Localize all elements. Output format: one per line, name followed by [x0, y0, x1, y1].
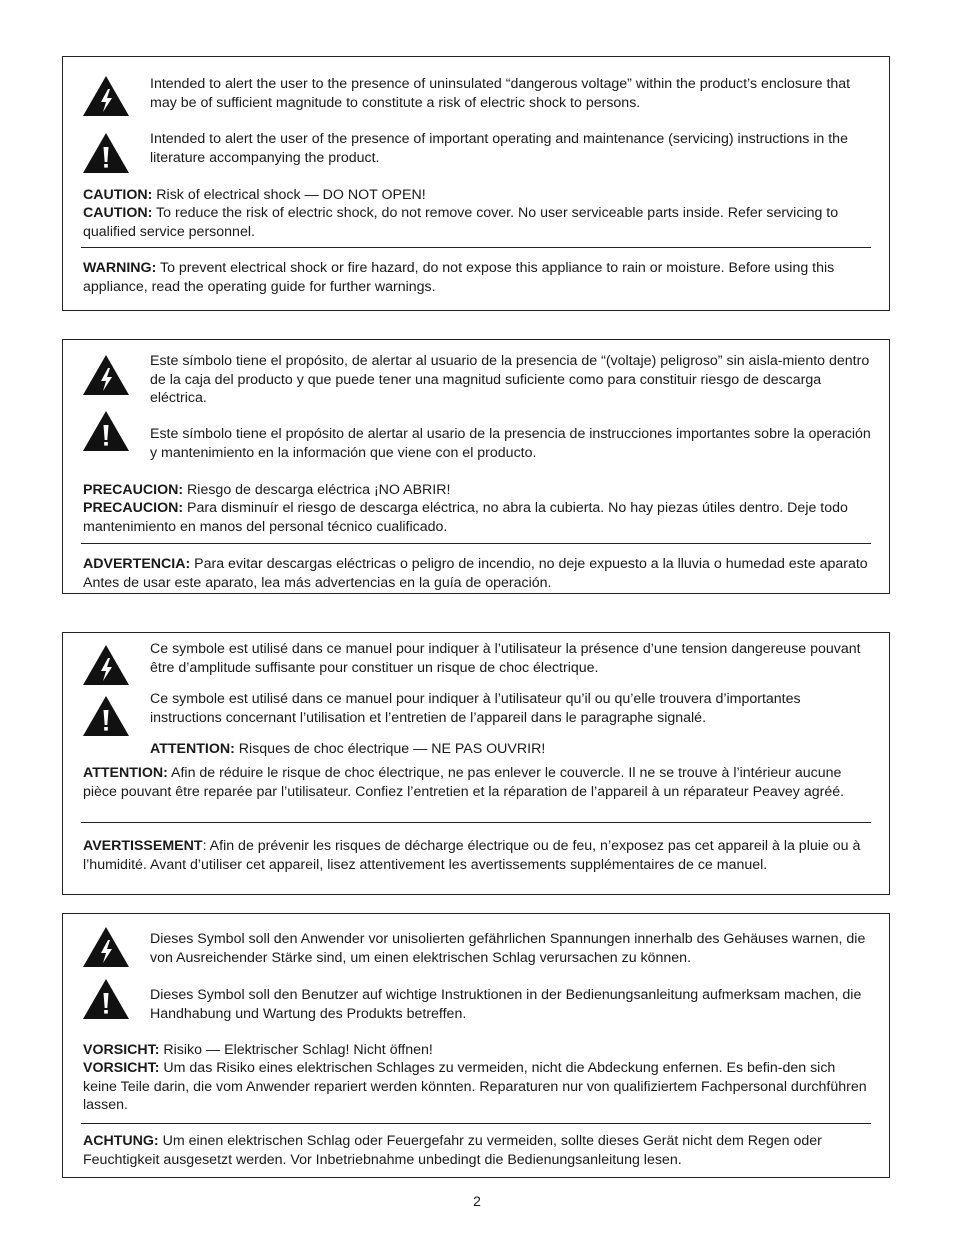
attention-symbol-text: Ce symbole est utilisé dans ce manuel pour indiquer à l’utilisateur qu’il ou qu’elle trouvera d’importantes instructions concernant l’utilisation et l’entretien de l’appareil dans le paragraphe signalé. — [150, 691, 801, 726]
caution-line-1 — [83, 186, 871, 205]
caution-line-2 — [83, 1059, 871, 1115]
safety-box-german — [62, 913, 890, 1178]
safety-box-french — [62, 632, 890, 895]
caution-line-1 — [150, 740, 871, 759]
voltage-symbol-text: Ce symbole est utilisé dans ce manuel pour indiquer à l’utilisateur la présence d’une tension dangereuse pouvant être d’amplitude suffisante pour constituer un risque de choc électrique. — [150, 641, 861, 676]
safety-box-english — [62, 56, 890, 311]
caution-label: ATTENTION: — [83, 765, 168, 781]
exclamation-triangle-icon — [82, 132, 130, 174]
divider — [81, 1123, 871, 1124]
warning-text: To prevent electrical shock or fire hazard, do not expose this appliance to rain or moisture. Before using this appliance, read the operating guide for further warnings. — [83, 260, 835, 295]
caution-text: Afin de réduire le risque de choc électrique, ne pas enlever le couvercle. Il ne se trouve à l’intérieur aucune pièce pouvant être reparée par l’utilisateur. Confiez l’entretien et la réparation de l’appareil à un réparateur Peavey agréé. — [83, 765, 845, 800]
caution-label: PRECAUCION: — [83, 500, 184, 516]
warning-paragraph — [83, 1132, 871, 1169]
lightning-bolt-triangle-icon — [82, 926, 130, 968]
caution-label: CAUTION: — [83, 205, 153, 221]
caution-text: Para disminuír el riesgo de descarga eléctrica, no abra la cubierta. No hay piezas útiles dentro. Deje todo mantenimiento en manos del personal técnico cualificado. — [83, 500, 848, 535]
divider — [81, 822, 871, 823]
caution-line-2 — [83, 499, 871, 536]
attention-symbol-text: Intended to alert the user of the presence of important operating and maintenance (servicing) instructions in the literature accompanying the product. — [150, 131, 848, 166]
caution-label: VORSICHT: — [83, 1042, 160, 1058]
warning-label: AVERTISSEMENT — [83, 838, 203, 854]
divider — [81, 543, 871, 544]
caution-label: CAUTION: — [83, 187, 153, 203]
warning-paragraph — [83, 837, 871, 874]
caution-text: Risques de choc électrique — NE PAS OUVRIR! — [234, 741, 546, 757]
caution-text: Um das Risiko eines elektrischen Schlages zu vermeiden, nicht die Abdeckung enfernen. Es befin-den sich keine Teile darin, die vom Anwender repariert werden könnten. Reparaturen nur von qualifiziertem Fachpersonal durchführen lassen. — [83, 1060, 867, 1114]
warning-paragraph — [83, 555, 871, 592]
caution-line-2 — [83, 764, 871, 801]
exclamation-triangle-icon — [82, 410, 130, 452]
warning-label: ADVERTENCIA: — [83, 556, 191, 572]
caution-line-2 — [83, 204, 871, 241]
caution-text: To reduce the risk of electric shock, do not remove cover. No user serviceable parts inside. Refer servicing to qualified service personnel. — [83, 205, 839, 240]
exclamation-triangle-icon — [82, 695, 130, 737]
voltage-symbol-text: Intended to alert the user to the presence of uninsulated “dangerous voltage” within the product’s enclosure that may be of sufficient magnitude to constitute a risk of electric shock to persons. — [150, 76, 851, 111]
voltage-symbol-text: Dieses Symbol soll den Anwender vor unisolierten gefährlichen Spannungen innerhalb des Gehäuses warnen, die von Ausreichender Stärke sind, um einen elektrischen Schlag verursachen zu können. — [150, 931, 866, 966]
warning-text: : Afin de prévenir les risques de décharge électrique ou de feu, n’exposez pas cet appareil à la pluie ou à l’humidité. Avant d’utiliser cet appareil, lisez attentivement les avertissements supplémentaires de ce manuel. — [83, 838, 861, 873]
caution-line-1 — [83, 1041, 871, 1060]
warning-label: ACHTUNG: — [83, 1133, 159, 1149]
caution-text: Riesgo de descarga eléctrica ¡NO ABRIR! — [183, 482, 451, 498]
attention-symbol-text: Este símbolo tiene el propósito de alertar al usario de la presencia de instrucciones importantes sobre la operación y mantenimiento en la información que viene con el producto. — [150, 426, 871, 461]
warning-text: Um einen elektrischen Schlag oder Feuergefahr zu vermeiden, sollte dieses Gerät nicht dem Regen oder Feuchtigkeit ausgesetzt werden. Vor Inbetriebnahme unbedingt die Bedienungsanleitung lesen. — [83, 1133, 822, 1168]
caution-label: PRECAUCION: — [83, 482, 184, 498]
warning-paragraph — [83, 259, 871, 296]
safety-box-spanish — [62, 339, 890, 594]
divider — [81, 247, 871, 248]
caution-label: VORSICHT: — [83, 1060, 160, 1076]
voltage-symbol-text: Este símbolo tiene el propósito, de alertar al usuario de la presencia de “(voltaje) peligroso” sin aisla-miento dentro de la caja del producto y que puede tener una magnitud suficiente como para constituir riesgo de descarga eléctrica. — [150, 353, 870, 407]
lightning-bolt-triangle-icon — [82, 75, 130, 117]
attention-symbol-text: Dieses Symbol soll den Benutzer auf wichtige Instruktionen in der Bedienungsanleitung aufmerksam machen, die Handhabung und Wartung des Produkts betreffen. — [150, 987, 862, 1022]
warning-label: WARNING: — [83, 260, 157, 276]
exclamation-triangle-icon — [82, 978, 130, 1020]
caution-text: Risiko — Elektrischer Schlag! Nicht öffnen! — [159, 1042, 433, 1058]
caution-text: Risk of electrical shock — DO NOT OPEN! — [152, 187, 426, 203]
warning-text: Para evitar descargas eléctricas o peligro de incendio, no deje expuesto a la lluvia o humedad este aparato Antes de usar este aparato, lea más advertencias en la guía de operación. — [83, 556, 868, 591]
lightning-bolt-triangle-icon — [82, 354, 130, 396]
caution-line-1 — [83, 481, 871, 500]
caution-label: ATTENTION: — [150, 741, 235, 757]
page-number: 2 — [473, 1193, 481, 1209]
lightning-bolt-triangle-icon — [82, 644, 130, 686]
